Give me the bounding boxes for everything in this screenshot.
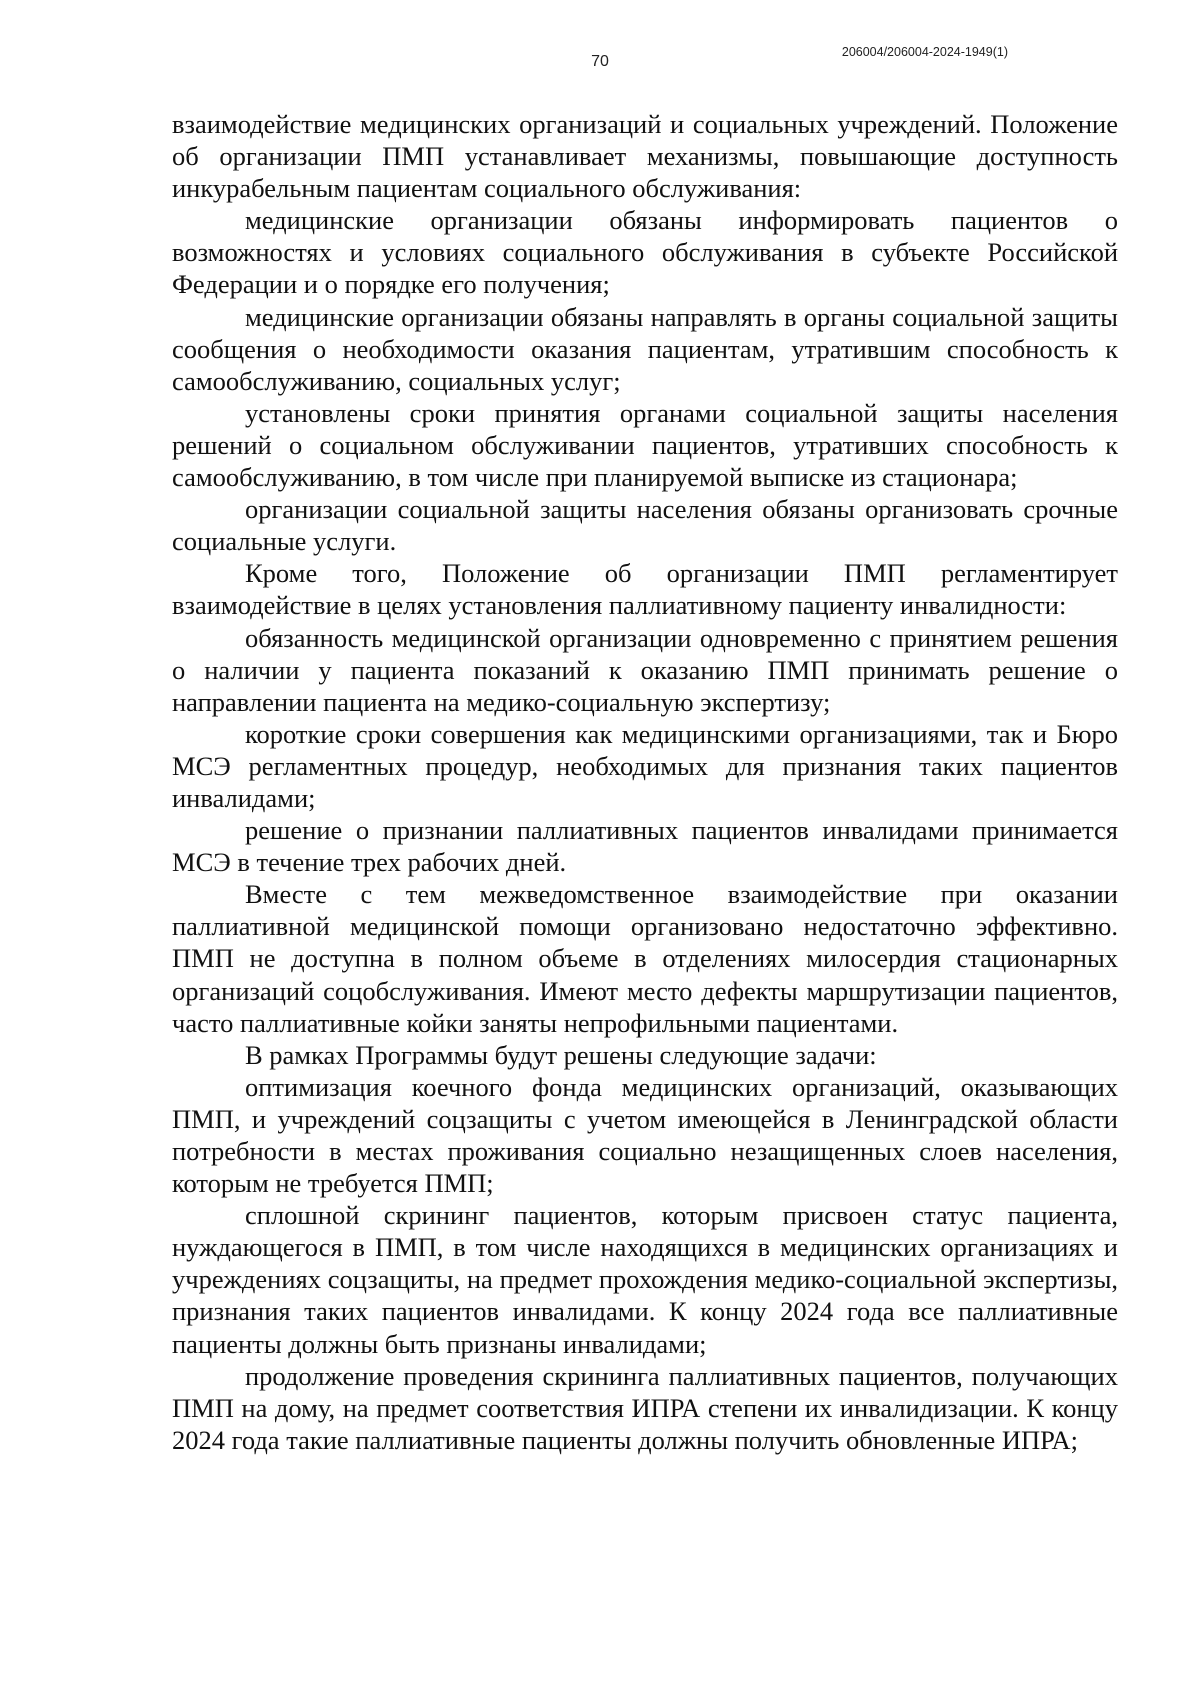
paragraph: медицинские организации обязаны направлять в органы социальной защиты сообщения о необходимости оказания пациентам, утратившим способность к самообслуживанию, социальных услуг; — [172, 301, 1118, 396]
paragraph: Кроме того, Положение об организации ПМП регламентирует взаимодействие в целях установления паллиативному пациенту инвалидности: — [172, 558, 1118, 621]
paragraph: оптимизация коечного фонда медицинских организаций, оказывающих ПМП, и учреждений соцзащиты с учетом имеющейся в Ленинградской области потребности в местах проживания социально незащищенных слоев населения, которым не требуется ПМП; — [172, 1071, 1118, 1199]
paragraph: установлены сроки принятия органами социальной защиты населения решений о социальном обслуживании пациентов, утративших способность к самообслуживанию, в том числе при планируемой выписке из стационара; — [172, 397, 1118, 493]
paragraph: обязанность медицинской организации одновременно с принятием решения о наличии у пациента показаний к оказанию ПМП принимать решение о направлении пациента на медико-социальную экспертизу; — [172, 622, 1118, 717]
paragraph: медицинские организации обязаны информировать пациентов о возможностях и условиях социального обслуживания в субъекте Российской Федерации и о порядке его получения; — [172, 205, 1118, 300]
paragraph: Вместе с тем межведомственное взаимодействие при оказании паллиативной медицинской помощи организовано недостаточно эффективно. ПМП не доступна в полном объеме в отделениях милосердия стационарных организаций соцобслуживания. Имеют место дефекты маршрутизации пациентов, часто паллиативные койки заняты непрофильными пациентами. — [172, 879, 1118, 1038]
paragraph: сплошной скрининг пациентов, которым присвоен статус пациента, нуждающегося в ПМП, в том числе находящихся в медицинских организациях и учреждениях соцзащиты, на предмет прохождения медико-социальной экспертизы, признания таких пациентов инвалидами. К концу 2024 года все паллиативные пациенты должны быть признаны инвалидами; — [172, 1200, 1118, 1359]
document-id: 206004/206004-2024-1949(1) — [841, 45, 1008, 59]
paragraph: взаимодействие медицинских организаций и социальных учреждений. Положение об организации ПМП устанавливает механизмы, повышающие доступность инкурабельным пациентам социального обслуживания: — [172, 109, 1118, 204]
paragraph: организации социальной защиты населения обязаны организовать срочные социальные услуги. — [172, 494, 1118, 557]
paragraph: продолжение проведения скрининга паллиативных пациентов, получающих ПМП на дому, на предмет соответствия ИПРА степени их инвалидизации. К концу 2024 года такие паллиативные пациенты должны получить обновленные ИПРА; — [172, 1360, 1118, 1455]
paragraph: решение о признании паллиативных пациентов инвалидами принимается МСЭ в течение трех рабочих дней. — [172, 815, 1118, 878]
page-number: 70 — [591, 53, 609, 70]
body-text — [172, 108, 1118, 1456]
paragraph: короткие сроки совершения как медицинскими организациями, так и Бюро МСЭ регламентных процедур, необходимых для признания таких пациентов инвалидами; — [172, 718, 1118, 813]
paragraph: В рамках Программы будут решены следующие задачи: — [245, 1039, 877, 1070]
